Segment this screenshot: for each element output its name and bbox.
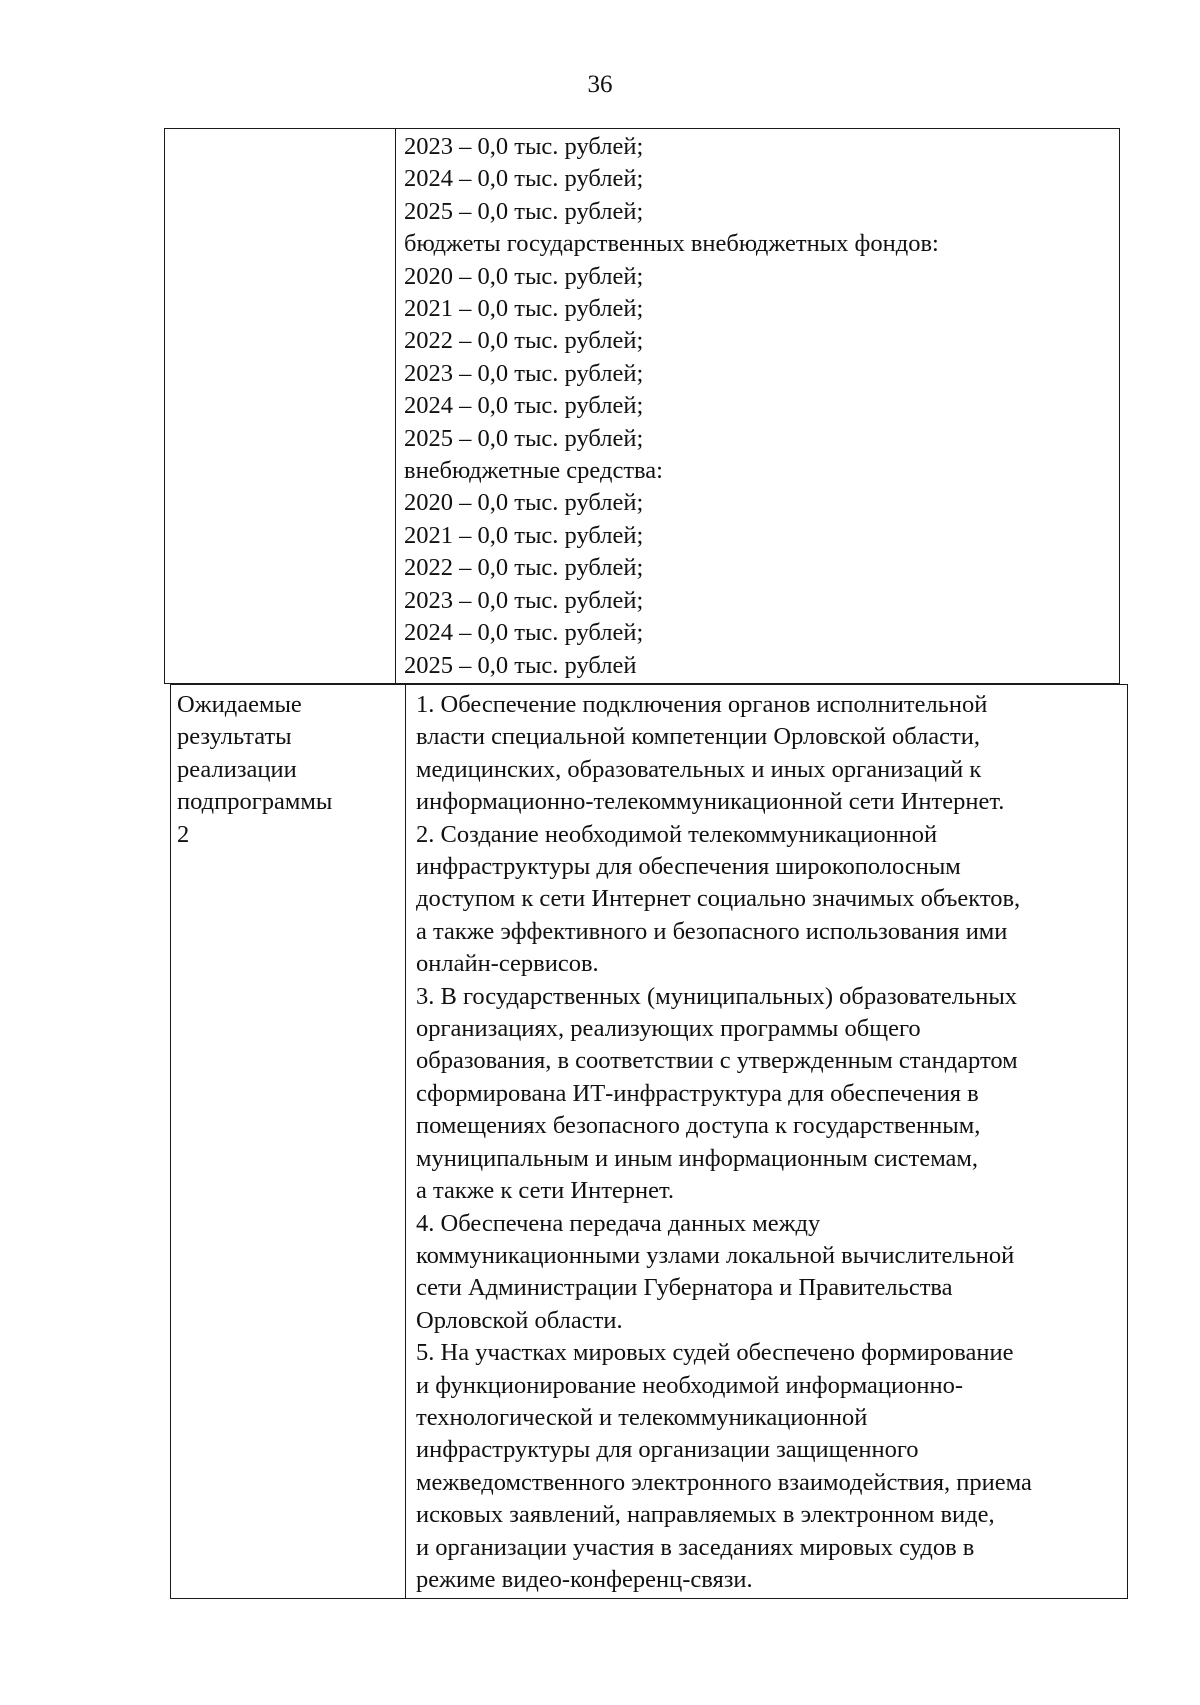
result-line: медицинских, образовательных и иных организаций к (416, 755, 982, 783)
result-line: 3. В государственных (муниципальных) образовательных (416, 982, 1018, 1010)
funding-line: 2020 – 0,0 тыс. рублей; (404, 262, 644, 290)
funding-line: 2021 – 0,0 тыс. рублей; (404, 521, 644, 549)
funding-section-heading: внебюджетные средства: (404, 457, 663, 485)
results-table (170, 684, 1128, 1599)
funding-line: 2024 – 0,0 тыс. рублей; (404, 619, 644, 647)
results-label-cell (171, 685, 406, 1599)
result-line: Орловской области. (416, 1306, 623, 1334)
result-line: доступом к сети Интернет социально значимых объектов, (416, 885, 1021, 913)
result-line: 5. На участках мировых судей обеспечено формирование (416, 1339, 1014, 1367)
result-line: технологической и телекоммуникационной (416, 1403, 868, 1431)
funding-line: 2024 – 0,0 тыс. рублей; (404, 392, 644, 420)
result-line: а также эффективного и безопасного использования ими (416, 917, 1008, 945)
result-line: и организации участия в заседаниях мировых судов в (416, 1533, 975, 1561)
funding-table (164, 128, 1120, 684)
result-line: режиме видео-конференц-связи. (416, 1565, 753, 1593)
funding-line: 2023 – 0,0 тыс. рублей; (404, 359, 644, 387)
funding-line: 2025 – 0,0 тыс. рублей (404, 651, 637, 679)
funding-line: 2025 – 0,0 тыс. рублей; (404, 424, 644, 452)
page-number: 36 (587, 71, 613, 98)
result-line: межведомственного электронного взаимодействия, приема (416, 1468, 1032, 1496)
funding-line: 2023 – 0,0 тыс. рублей; (404, 133, 644, 160)
results-label-line: 2 (177, 820, 190, 848)
result-line: коммуникационными узлами локальной вычислительной (416, 1241, 1015, 1269)
funding-line: 2023 – 0,0 тыс. рублей; (404, 586, 644, 614)
funding-line: 2024 – 0,0 тыс. рублей; (404, 165, 644, 193)
results-row (171, 685, 1128, 1599)
results-value-cell (406, 685, 1128, 1599)
funding-line: 2025 – 0,0 тыс. рублей; (404, 197, 644, 225)
results-label-line: реализации (177, 755, 297, 783)
results-label-line: результаты (177, 723, 292, 751)
results-label-line: подпрограммы (177, 788, 333, 816)
result-line: инфраструктуры для обеспечения широкополосным (416, 853, 961, 881)
result-line: а также к сети Интернет. (416, 1177, 675, 1205)
result-line: сформирована ИТ-инфраструктура для обеспечения в (416, 1079, 979, 1107)
funding-row (165, 129, 1120, 684)
result-line: исковых заявлений, направляемых в электронном виде, (416, 1501, 995, 1529)
result-line: информационно-телекоммуникационной сети Интернет. (416, 788, 1005, 816)
result-line: образования, в соответствии с утвержденным стандартом (416, 1047, 1018, 1075)
result-line: помещениях безопасного доступа к государственным, (416, 1112, 981, 1140)
result-line: 4. Обеспечена передача данных между (416, 1209, 821, 1237)
funding-line: 2021 – 0,0 тыс. рублей; (404, 295, 644, 323)
result-line: организациях, реализующих программы общего (416, 1015, 921, 1043)
result-line: онлайн-сервисов. (416, 950, 599, 978)
funding-label-cell (165, 129, 396, 684)
result-line: 2. Создание необходимой телекоммуникационной (416, 820, 938, 848)
results-label-line: Ожидаемые (177, 691, 302, 718)
result-line: власти специальной компетенции Орловской области, (416, 723, 980, 751)
result-line: и функционирование необходимой информационно- (416, 1371, 964, 1399)
funding-section-heading: бюджеты государственных внебюджетных фондов: (404, 230, 939, 258)
funding-line: 2022 – 0,0 тыс. рублей; (404, 554, 644, 582)
result-line: муниципальным и иным информационным системам, (416, 1144, 979, 1172)
result-line: инфраструктуры для организации защищенного (416, 1436, 919, 1464)
result-line: сети Администрации Губернатора и Правительства (416, 1274, 953, 1302)
funding-value-cell (396, 129, 1120, 684)
funding-line: 2022 – 0,0 тыс. рублей; (404, 327, 644, 355)
result-line: 1. Обеспечение подключения органов исполнительной (416, 691, 988, 718)
funding-line: 2020 – 0,0 тыс. рублей; (404, 489, 644, 517)
